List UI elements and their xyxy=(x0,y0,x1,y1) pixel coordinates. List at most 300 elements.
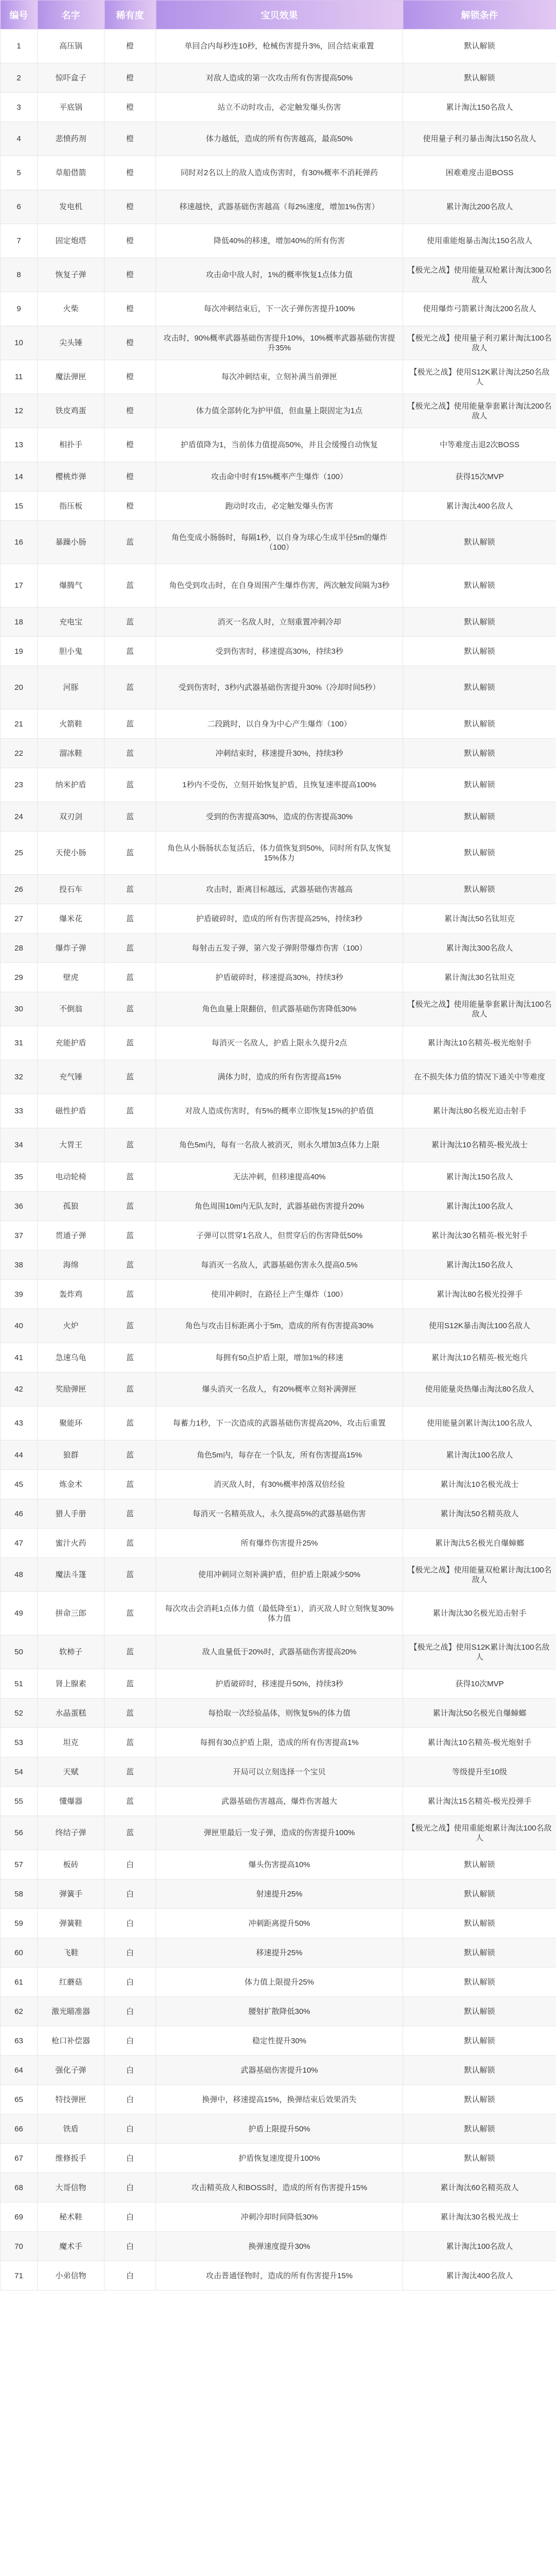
cell-effect: 稳定性提升30% xyxy=(156,2026,403,2056)
cell-rarity: 白 xyxy=(105,1938,156,1968)
cell-rarity: 蓝 xyxy=(105,1635,156,1669)
cell-effect: 爆头消灭一名敌人，有20%概率立刻补满弹匣 xyxy=(156,1372,403,1406)
cell-unlock: 使用重能炮暴击淘汰150名敌人 xyxy=(403,224,556,258)
cell-number: 3 xyxy=(1,93,38,122)
table-row xyxy=(1,2114,556,2144)
table-row xyxy=(1,2056,556,2085)
cell-name: 特技弹匣 xyxy=(38,2085,105,2114)
cell-rarity: 蓝 xyxy=(105,934,156,963)
cell-name: 指压板 xyxy=(38,492,105,521)
header-unlock: 解锁条件 xyxy=(403,1,556,29)
cell-effect: 受到伤害时，移速提高30%，持续3秒 xyxy=(156,637,403,666)
table-row xyxy=(1,1909,556,1938)
table-row xyxy=(1,224,556,258)
table-row xyxy=(1,2026,556,2056)
cell-rarity: 蓝 xyxy=(105,802,156,832)
cell-name: 惊吓盒子 xyxy=(38,63,105,93)
cell-effect: 换弹速度提升30% xyxy=(156,2232,403,2261)
cell-number: 26 xyxy=(1,875,38,904)
cell-effect: 角色5m内，每存在一个队友，所有伤害提高15% xyxy=(156,1440,403,1470)
cell-unlock: 累计淘汰150名敌人 xyxy=(403,93,556,122)
cell-effect: 降低40%的移速，增加40%的所有伤害 xyxy=(156,224,403,258)
header-name: 名字 xyxy=(38,1,105,29)
cell-rarity: 蓝 xyxy=(105,1250,156,1280)
cell-number: 57 xyxy=(1,1850,38,1879)
cell-unlock: 默认解锁 xyxy=(403,1850,556,1879)
cell-rarity: 橙 xyxy=(105,258,156,292)
cell-number: 34 xyxy=(1,1128,38,1162)
table-row xyxy=(1,521,556,564)
cell-effect: 每消灭一名精英敌人，永久提高5%的武器基础伤害 xyxy=(156,1499,403,1529)
cell-rarity: 橙 xyxy=(105,224,156,258)
cell-unlock: 累计淘汰150名敌人 xyxy=(403,1250,556,1280)
cell-number: 68 xyxy=(1,2173,38,2202)
cell-effect: 弹匣里最后一发子弹，造成的伤害提升100% xyxy=(156,1816,403,1850)
cell-rarity: 蓝 xyxy=(105,1060,156,1094)
cell-effect: 子弹可以贯穿1名敌人，但贯穿后的伤害降低50% xyxy=(156,1221,403,1250)
cell-effect: 护盾破碎时，移速提升50%，持续3秒 xyxy=(156,1669,403,1699)
cell-unlock: 默认解锁 xyxy=(403,2144,556,2173)
table-row xyxy=(1,428,556,462)
cell-effect: 角色从小肠肠状态复活后，体力值恢复到50%，同时所有队友恢复15%体力 xyxy=(156,832,403,875)
table-row xyxy=(1,1558,556,1592)
cell-name: 秘术鞋 xyxy=(38,2202,105,2232)
cell-rarity: 蓝 xyxy=(105,1529,156,1558)
cell-unlock: 默认解锁 xyxy=(403,666,556,709)
cell-name: 天赋 xyxy=(38,1757,105,1787)
cell-effect: 单回合内每秒连10秒，枪械伤害提升3%，回合结束重置 xyxy=(156,29,403,63)
table-row xyxy=(1,1406,556,1440)
cell-rarity: 蓝 xyxy=(105,1221,156,1250)
cell-rarity: 橙 xyxy=(105,63,156,93)
cell-unlock: 累计淘汰10名极光战士 xyxy=(403,1470,556,1499)
cell-effect: 冲刺冷却时间降低30% xyxy=(156,2202,403,2232)
table-row xyxy=(1,1669,556,1699)
cell-unlock: 等级提升至10级 xyxy=(403,1757,556,1787)
table-row xyxy=(1,666,556,709)
table-row xyxy=(1,1470,556,1499)
cell-effect: 腰射扩散降低30% xyxy=(156,1997,403,2026)
table-row xyxy=(1,2202,556,2232)
cell-unlock: 累计淘汰15名精英-极光投弹手 xyxy=(403,1787,556,1816)
cell-unlock: 累计淘汰10名精英-极光战士 xyxy=(403,1128,556,1162)
cell-effect: 站立不动时攻击，必定触发爆头伤害 xyxy=(156,93,403,122)
table-row xyxy=(1,1787,556,1816)
cell-number: 20 xyxy=(1,666,38,709)
cell-rarity: 白 xyxy=(105,2026,156,2056)
cell-rarity: 蓝 xyxy=(105,875,156,904)
cell-number: 11 xyxy=(1,360,38,394)
cell-number: 53 xyxy=(1,1728,38,1757)
cell-rarity: 白 xyxy=(105,2056,156,2085)
cell-rarity: 橙 xyxy=(105,360,156,394)
table-row xyxy=(1,2232,556,2261)
table-row xyxy=(1,29,556,63)
table-row xyxy=(1,1372,556,1406)
cell-number: 37 xyxy=(1,1221,38,1250)
cell-unlock: 默认解锁 xyxy=(403,802,556,832)
table-row xyxy=(1,832,556,875)
cell-unlock: 累计淘汰100名敌人 xyxy=(403,1440,556,1470)
cell-effect: 护盾恢复速度提升100% xyxy=(156,2144,403,2173)
table-row xyxy=(1,258,556,292)
cell-rarity: 蓝 xyxy=(105,904,156,934)
cell-unlock: 获得10次MVP xyxy=(403,1669,556,1699)
cell-number: 33 xyxy=(1,1094,38,1128)
cell-number: 32 xyxy=(1,1060,38,1094)
cell-unlock: 默认解锁 xyxy=(403,1968,556,1997)
cell-name: 高压锅 xyxy=(38,29,105,63)
cell-number: 7 xyxy=(1,224,38,258)
cell-number: 49 xyxy=(1,1592,38,1635)
cell-name: 充电宝 xyxy=(38,607,105,637)
cell-unlock: 【极光之战】使用能量双枪累计淘汰300名敌人 xyxy=(403,258,556,292)
cell-name: 红蘑菇 xyxy=(38,1968,105,1997)
cell-unlock: 累计淘汰50名精英敌人 xyxy=(403,1499,556,1529)
cell-rarity: 白 xyxy=(105,1850,156,1879)
cell-rarity: 蓝 xyxy=(105,1787,156,1816)
cell-rarity: 蓝 xyxy=(105,1162,156,1192)
cell-number: 70 xyxy=(1,2232,38,2261)
cell-name: 发电机 xyxy=(38,190,105,224)
cell-number: 13 xyxy=(1,428,38,462)
cell-unlock: 累计淘汰80名极光投弹手 xyxy=(403,1280,556,1309)
table-row xyxy=(1,1094,556,1128)
cell-effect: 每拾取一次经验晶体，则恢复5%的体力值 xyxy=(156,1699,403,1728)
cell-effect: 对敌人造成伤害时，有5%的概率立即恢复15%的护盾值 xyxy=(156,1094,403,1128)
table-row xyxy=(1,607,556,637)
table-row xyxy=(1,1879,556,1909)
cell-number: 4 xyxy=(1,122,38,156)
cell-number: 63 xyxy=(1,2026,38,2056)
cell-rarity: 橙 xyxy=(105,394,156,428)
cell-number: 41 xyxy=(1,1343,38,1372)
cell-rarity: 橙 xyxy=(105,190,156,224)
cell-rarity: 橙 xyxy=(105,122,156,156)
cell-name: 平底锅 xyxy=(38,93,105,122)
table-row xyxy=(1,963,556,992)
cell-rarity: 白 xyxy=(105,2173,156,2202)
cell-effect: 射速提升25% xyxy=(156,1879,403,1909)
cell-effect: 消灭敌人时，有30%概率掉落双倍经验 xyxy=(156,1470,403,1499)
table-row xyxy=(1,1343,556,1372)
cell-effect: 护盾值降为1，当前体力值提高50%，并且会缓慢自动恢复 xyxy=(156,428,403,462)
table-row xyxy=(1,875,556,904)
cell-effect: 所有爆炸伤害提升25% xyxy=(156,1529,403,1558)
cell-number: 66 xyxy=(1,2114,38,2144)
cell-name: 爆腾气 xyxy=(38,564,105,607)
cell-number: 46 xyxy=(1,1499,38,1529)
cell-name: 维修扳手 xyxy=(38,2144,105,2173)
cell-rarity: 白 xyxy=(105,2261,156,2291)
cell-rarity: 橙 xyxy=(105,492,156,521)
cell-name: 壁虎 xyxy=(38,963,105,992)
cell-number: 60 xyxy=(1,1938,38,1968)
cell-name: 强化子弹 xyxy=(38,2056,105,2085)
cell-name: 尖头锤 xyxy=(38,326,105,360)
cell-number: 39 xyxy=(1,1280,38,1309)
table-row xyxy=(1,1938,556,1968)
cell-unlock: 【极光之战】使用能量双枪累计淘汰100名敌人 xyxy=(403,1558,556,1592)
cell-name: 弹簧手 xyxy=(38,1879,105,1909)
header-rarity: 稀有度 xyxy=(105,1,156,29)
cell-rarity: 蓝 xyxy=(105,1406,156,1440)
cell-name: 板砖 xyxy=(38,1850,105,1879)
cell-number: 9 xyxy=(1,292,38,326)
cell-effect: 护盾破碎时，造成的所有伤害提高25%，持续3秒 xyxy=(156,904,403,934)
cell-name: 胆小鬼 xyxy=(38,637,105,666)
table-row xyxy=(1,1968,556,1997)
cell-number: 24 xyxy=(1,802,38,832)
cell-unlock: 默认解锁 xyxy=(403,2056,556,2085)
cell-effect: 攻击命中时有15%概率产生爆炸（100） xyxy=(156,462,403,492)
cell-number: 6 xyxy=(1,190,38,224)
cell-name: 不倒翁 xyxy=(38,992,105,1026)
cell-unlock: 默认解锁 xyxy=(403,1997,556,2026)
cell-unlock: 默认解锁 xyxy=(403,637,556,666)
table-row xyxy=(1,1221,556,1250)
cell-number: 18 xyxy=(1,607,38,637)
cell-number: 56 xyxy=(1,1816,38,1850)
cell-effect: 受到的伤害提高30%，造成的伤害提高30% xyxy=(156,802,403,832)
cell-unlock: 累计淘汰30名极光战士 xyxy=(403,2202,556,2232)
cell-name: 猎人手册 xyxy=(38,1499,105,1529)
cell-name: 小弟信物 xyxy=(38,2261,105,2291)
cell-name: 双刃剑 xyxy=(38,802,105,832)
cell-number: 48 xyxy=(1,1558,38,1592)
cell-unlock: 累计淘汰10名精英-极光炮射手 xyxy=(403,1026,556,1060)
cell-number: 10 xyxy=(1,326,38,360)
header-effect: 宝贝效果 xyxy=(156,1,403,29)
cell-unlock: 默认解锁 xyxy=(403,768,556,802)
cell-name: 火柴 xyxy=(38,292,105,326)
header-number: 编号 xyxy=(1,1,38,29)
cell-number: 45 xyxy=(1,1470,38,1499)
cell-number: 54 xyxy=(1,1757,38,1787)
cell-name: 肾上腺素 xyxy=(38,1669,105,1699)
header-row xyxy=(1,1,556,29)
cell-unlock: 累计淘汰10名精英-极光炮兵 xyxy=(403,1343,556,1372)
cell-rarity: 蓝 xyxy=(105,1128,156,1162)
cell-rarity: 蓝 xyxy=(105,607,156,637)
table-row xyxy=(1,1635,556,1669)
cell-unlock: 默认解锁 xyxy=(403,739,556,768)
table-row xyxy=(1,122,556,156)
cell-rarity: 白 xyxy=(105,1968,156,1997)
table-row xyxy=(1,802,556,832)
table-row xyxy=(1,2261,556,2291)
cell-effect: 使用冲刺时，在路径上产生爆炸（100） xyxy=(156,1280,403,1309)
cell-unlock: 【极光之战】使用S12K累计淘汰250名敌人 xyxy=(403,360,556,394)
cell-unlock: 困难难度击退BOSS xyxy=(403,156,556,190)
cell-rarity: 蓝 xyxy=(105,963,156,992)
cell-effect: 每次攻击会消耗1点体力值（最低降至1），消灭敌人时立刻恢复30%体力值 xyxy=(156,1592,403,1635)
cell-effect: 角色5m内，每有一名敌人被消灭，则永久增加3点体力上限 xyxy=(156,1128,403,1162)
cell-rarity: 蓝 xyxy=(105,564,156,607)
cell-unlock: 【极光之战】使用能量拳套累计淘汰100名敌人 xyxy=(403,992,556,1026)
cell-name: 磁性护盾 xyxy=(38,1094,105,1128)
table-row xyxy=(1,1529,556,1558)
cell-rarity: 橙 xyxy=(105,428,156,462)
cell-unlock: 【极光之战】使用S12K累计淘汰100名敌人 xyxy=(403,1635,556,1669)
cell-number: 59 xyxy=(1,1909,38,1938)
cell-name: 坦克 xyxy=(38,1728,105,1757)
table-row xyxy=(1,492,556,521)
table-row xyxy=(1,394,556,428)
cell-effect: 移速提升25% xyxy=(156,1938,403,1968)
cell-unlock: 【极光之战】使用能量拳套累计淘汰200名敌人 xyxy=(403,394,556,428)
cell-name: 铁盾 xyxy=(38,2114,105,2144)
cell-effect: 满体力时，造成的所有伤害提高15% xyxy=(156,1060,403,1094)
table-row xyxy=(1,1250,556,1280)
cell-rarity: 蓝 xyxy=(105,1440,156,1470)
cell-name: 铁皮鸡蛋 xyxy=(38,394,105,428)
cell-number: 22 xyxy=(1,739,38,768)
cell-unlock: 【极光之战】使用量子利刃累计淘汰100名敌人 xyxy=(403,326,556,360)
table-row xyxy=(1,1026,556,1060)
cell-name: 奖励弹匣 xyxy=(38,1372,105,1406)
cell-rarity: 蓝 xyxy=(105,709,156,739)
cell-effect: 每蓄力1秒，下一次造成的武器基础伤害提高20%，攻击后重置 xyxy=(156,1406,403,1440)
cell-name: 大哥信物 xyxy=(38,2173,105,2202)
cell-name: 相扑手 xyxy=(38,428,105,462)
table-row xyxy=(1,93,556,122)
cell-number: 27 xyxy=(1,904,38,934)
cell-effect: 二段跳时，以自身为中心产生爆炸（100） xyxy=(156,709,403,739)
cell-effect: 体力值上限提升25% xyxy=(156,1968,403,1997)
cell-number: 12 xyxy=(1,394,38,428)
cell-unlock: 默认解锁 xyxy=(403,607,556,637)
cell-unlock: 默认解锁 xyxy=(403,564,556,607)
cell-unlock: 累计淘汰400名敌人 xyxy=(403,492,556,521)
cell-number: 62 xyxy=(1,1997,38,2026)
cell-number: 36 xyxy=(1,1192,38,1221)
cell-rarity: 橙 xyxy=(105,292,156,326)
cell-unlock: 在不损失体力值的情况下通关中等难度 xyxy=(403,1060,556,1094)
cell-number: 29 xyxy=(1,963,38,992)
cell-unlock: 默认解锁 xyxy=(403,29,556,63)
cell-name: 轰炸鸡 xyxy=(38,1280,105,1309)
cell-number: 17 xyxy=(1,564,38,607)
cell-rarity: 蓝 xyxy=(105,666,156,709)
cell-effect: 每消灭一名敌人，护盾上限永久提升2点 xyxy=(156,1026,403,1060)
cell-effect: 移速越快，武器基础伤害越高（每2%速度，增加1%伤害） xyxy=(156,190,403,224)
cell-unlock: 使用量子利刃暴击淘汰150名敌人 xyxy=(403,122,556,156)
cell-rarity: 橙 xyxy=(105,29,156,63)
cell-unlock: 累计淘汰30名钛坦克 xyxy=(403,963,556,992)
cell-name: 魔术手 xyxy=(38,2232,105,2261)
cell-effect: 护盾上限提升50% xyxy=(156,2114,403,2144)
cell-unlock: 默认解锁 xyxy=(403,1879,556,1909)
cell-effect: 受到伤害时，3秒内武器基础伤害提升30%（冷却时间5秒） xyxy=(156,666,403,709)
table-row xyxy=(1,1757,556,1787)
cell-rarity: 蓝 xyxy=(105,1669,156,1699)
cell-unlock: 累计淘汰300名敌人 xyxy=(403,934,556,963)
cell-number: 40 xyxy=(1,1309,38,1343)
cell-unlock: 默认解锁 xyxy=(403,2114,556,2144)
table-row xyxy=(1,1440,556,1470)
cell-name: 海绵 xyxy=(38,1250,105,1280)
table-header xyxy=(1,1,556,29)
cell-number: 21 xyxy=(1,709,38,739)
cell-rarity: 蓝 xyxy=(105,1816,156,1850)
cell-unlock: 使用能量剑累计淘汰100名敌人 xyxy=(403,1406,556,1440)
table-row xyxy=(1,1192,556,1221)
cell-rarity: 蓝 xyxy=(105,1757,156,1787)
cell-number: 47 xyxy=(1,1529,38,1558)
cell-number: 19 xyxy=(1,637,38,666)
cell-name: 聚能环 xyxy=(38,1406,105,1440)
cell-effect: 对敌人造成的第一次攻击所有伤害提高50% xyxy=(156,63,403,93)
cell-unlock: 默认解锁 xyxy=(403,521,556,564)
table-row xyxy=(1,564,556,607)
table-row xyxy=(1,1060,556,1094)
cell-effect: 每拥有30点护盾上限，造成的所有伤害提高1% xyxy=(156,1728,403,1757)
cell-rarity: 蓝 xyxy=(105,1728,156,1757)
cell-unlock: 累计淘汰50名极光自爆蟑螂 xyxy=(403,1699,556,1728)
cell-name: 天使小肠 xyxy=(38,832,105,875)
cell-name: 蜜汁火药 xyxy=(38,1529,105,1558)
cell-effect: 体力越低，造成的所有伤害越高，最高50% xyxy=(156,122,403,156)
cell-name: 软柿子 xyxy=(38,1635,105,1669)
cell-unlock: 累计淘汰100名敌人 xyxy=(403,2232,556,2261)
cell-name: 懂爆器 xyxy=(38,1787,105,1816)
cell-rarity: 白 xyxy=(105,1909,156,1938)
cell-name: 大胃王 xyxy=(38,1128,105,1162)
table-row xyxy=(1,2085,556,2114)
cell-name: 魔法弹匣 xyxy=(38,360,105,394)
cell-unlock: 累计淘汰30名精英-极光射手 xyxy=(403,1221,556,1250)
table-row xyxy=(1,934,556,963)
table-row xyxy=(1,992,556,1026)
cell-number: 5 xyxy=(1,156,38,190)
cell-number: 1 xyxy=(1,29,38,63)
table-row xyxy=(1,63,556,93)
cell-rarity: 蓝 xyxy=(105,739,156,768)
table-row xyxy=(1,1997,556,2026)
cell-unlock: 默认解锁 xyxy=(403,875,556,904)
cell-rarity: 橙 xyxy=(105,462,156,492)
cell-number: 69 xyxy=(1,2202,38,2232)
cell-number: 38 xyxy=(1,1250,38,1280)
cell-unlock: 累计淘汰50名钛坦克 xyxy=(403,904,556,934)
cell-name: 枪口补偿器 xyxy=(38,2026,105,2056)
table-row xyxy=(1,326,556,360)
cell-unlock: 累计淘汰60名精英敌人 xyxy=(403,2173,556,2202)
cell-unlock: 累计淘汰30名极光迫击射手 xyxy=(403,1592,556,1635)
cell-number: 67 xyxy=(1,2144,38,2173)
cell-unlock: 累计淘汰100名敌人 xyxy=(403,1192,556,1221)
cell-number: 16 xyxy=(1,521,38,564)
cell-unlock: 获得15次MVP xyxy=(403,462,556,492)
cell-number: 2 xyxy=(1,63,38,93)
cell-unlock: 使用能量炎热爆击淘汰80名敌人 xyxy=(403,1372,556,1406)
cell-number: 23 xyxy=(1,768,38,802)
table-row xyxy=(1,768,556,802)
table-body xyxy=(1,29,556,2291)
cell-number: 31 xyxy=(1,1026,38,1060)
cell-name: 投石车 xyxy=(38,875,105,904)
cell-number: 30 xyxy=(1,992,38,1026)
cell-effect: 武器基础伤害越高，爆炸伤害越大 xyxy=(156,1787,403,1816)
cell-number: 71 xyxy=(1,2261,38,2291)
table-row xyxy=(1,360,556,394)
cell-effect: 消灭一名敌人时，立刻重置冲刺冷却 xyxy=(156,607,403,637)
cell-rarity: 白 xyxy=(105,2232,156,2261)
cell-unlock: 使用爆炸弓箭累计淘汰200名敌人 xyxy=(403,292,556,326)
cell-name: 恢复子弹 xyxy=(38,258,105,292)
cell-effect: 攻击普通怪物时，造成的所有伤害提升15% xyxy=(156,2261,403,2291)
